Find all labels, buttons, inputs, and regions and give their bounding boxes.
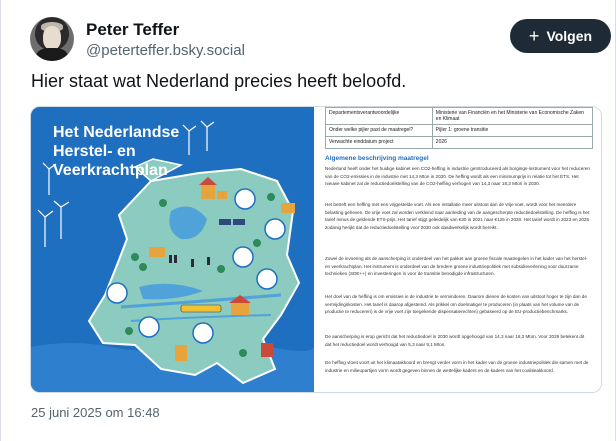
infographic-image[interactable] <box>31 107 314 392</box>
follow-button[interactable] <box>510 19 611 53</box>
document-paragraph: De aanscherping is erop gericht dat het reductiedoel in 2030 wordt opgehoogd van 14,3 naar 18,3 Mton. Voor 2026 betekent dit dat het reductiedoel wordt verhoogd van 5,3 naar 9,1 Mton. <box>325 334 585 347</box>
document-paragraph: Zowel de invoering als de aanscherping is onderdeel van het pakket aan groene fiscale maatregelen in het kader van het herstel- en veerkrachtplan. Het instrument is onderdeel van de bredere groene industriepolitiek met subsidieverlening voor duurzame technieken (SDE++) en investeringen in voor de transitie benodigde infrastructuren. <box>325 256 588 277</box>
avatar[interactable] <box>30 17 74 61</box>
infographic-title-line2: Herstel- en <box>53 143 136 160</box>
infographic-title-line1: Het Nederlandse <box>53 124 180 141</box>
post-header <box>30 15 610 65</box>
avatar-body <box>36 48 68 61</box>
plus-icon: + <box>528 26 540 46</box>
document-image[interactable] <box>318 107 601 392</box>
infographic-title <box>53 123 203 180</box>
document-paragraph: Het doel van de heffing is om emissies in de industrie te verminderen. Daarom dienen de kosten van uitstoot hoger te zijn dan de vermijdingskosten. Het tarief is daarop afgestemd. Als prikkel om doelmatiger te produceren (in plaats van het volume van de productie te reduceren) is de vrije voet zijn toegekende dispensatierechten) gebaseerd op de EU-productiebenchmarks. <box>325 294 587 315</box>
document-heading: Algemene beschrijving maatregel <box>325 155 429 162</box>
table-cell: Departementsverantwoordelijke <box>326 108 433 125</box>
author-name[interactable]: Peter Teffer <box>86 20 180 39</box>
document-paragraph: De heffing vloeit voort uit het klimaatakkoord en brengt verder vorm in het kader van de groene industriepolitiek die samen met de industrie en milieupartijen vorm wordt gegeven binnen de wettelijke kaders en de kaders van het coalitieakkoord. <box>325 360 589 373</box>
post-timestamp[interactable]: 25 juni 2025 om 16:48 <box>31 405 160 420</box>
follow-label: Volgen <box>546 28 593 44</box>
left-border <box>0 0 1 441</box>
avatar-face <box>43 26 61 50</box>
post-text: Hier staat wat Nederland precies heeft beloofd. <box>31 71 407 91</box>
media-gallery[interactable] <box>30 106 602 393</box>
document-table <box>325 107 593 149</box>
table-cell: Ministerie van Financiën en het Ministerie van Economische Zaken en Klimaat <box>432 108 592 125</box>
author-handle[interactable]: @peterteffer.bsky.social <box>86 42 245 59</box>
table-cell: 2026 <box>432 137 592 149</box>
table-cell: Verwachte einddatum project <box>326 137 433 149</box>
table-cell: Onder welke pijler past de maatregel? <box>326 125 433 137</box>
document-paragraph: Nederland heeft onder het huidige kabinet een CO2-heffing in industrie geïntroduceerd als borgings-instrument voor het reduceren van de CO2-emissies in de industrie met 14,3 Mton in 2030. De heffing wordt als een minimumprijs in relatie tot het ETS. Het nieuwe kabinet zal de reductiedoelstelling van de CO2-heffing verhogen van 14,3 naar 18,3 Mton in 2030. <box>325 166 590 187</box>
table-row <box>326 125 593 137</box>
document-paragraph: Het betreft een heffing met een vrijgestelde voet. Als een installatie meer uitstoot dan de vrije voet, wordt voor het meerdere belasting geheven. De vrije voet zal worden verkleind naar aanleiding van de aangescherpte reductiedoelstelling. De heffing is het tarief minus de geldende ETS-prijs. Het tarief stijgt geleidelijk van €30 in 2021 naar €125 in 2030. Het tarief wordt in 2023 en 2025 zodanig herijkt dat de reductiedoelstelling voor 2030 ook daadwerkelijk wordt bereikt. <box>325 202 590 230</box>
table-cell: Pijler 1: groene transitie <box>432 125 592 137</box>
table-row <box>326 137 593 149</box>
infographic-title-line3: Veerkrachtplan <box>53 162 168 179</box>
table-row <box>326 108 593 125</box>
